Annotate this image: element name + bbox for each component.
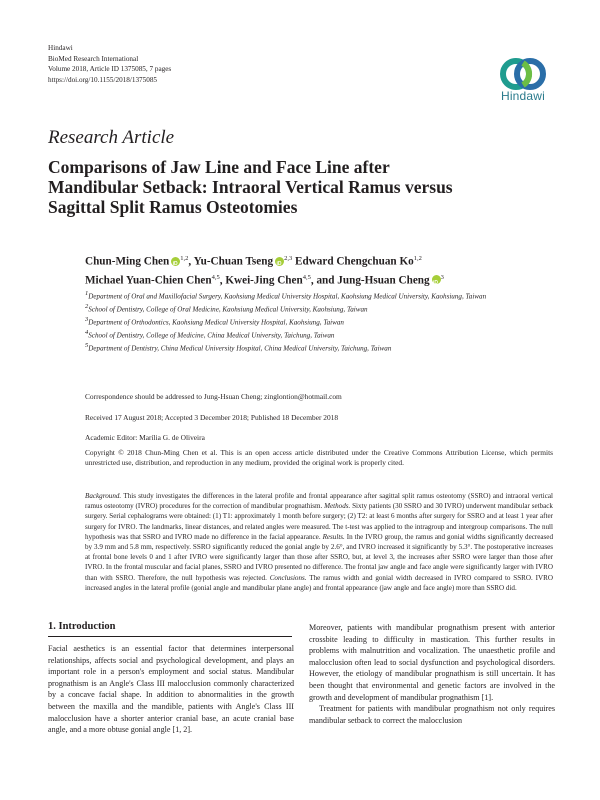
author-affiliation-marker: 1,2 <box>413 255 422 262</box>
abstract-background-text: This study investigates the differences in the lateral profile and frontal appearance after sagittal split ramus osteotomy (SSRO) and intraoral vertical ramus osteotomy (IVRO) procedures for the correction of mandibular prognathism. <box>85 492 553 511</box>
affiliation-number: 1 <box>85 290 89 297</box>
abstract-conclusions-text: The ramus width and gonial width decreased in IVRO compared to SSRO. IVRO increased angles in the lateral profile (gonial angle and mandibular plane angle) and frontal appearance (jaw angle and face angle) more than SSRO did. <box>85 573 553 592</box>
abstract-label-background: Background. <box>85 492 122 500</box>
doi-link[interactable]: https://doi.org/10.1155/2018/1375085 <box>48 75 158 84</box>
article-type: Research Article <box>48 127 175 148</box>
academic-editor: Academic Editor: Marília G. de Oliveira <box>85 433 205 442</box>
body-column-left <box>48 643 294 736</box>
author-name[interactable]: Chun-Ming Chen <box>85 255 170 268</box>
publication-dates: Received 17 August 2018; Accepted 3 December 2018; Published 18 December 2018 <box>85 413 339 422</box>
title-line: Comparisons of Jaw Line and Face Line after <box>48 157 390 177</box>
affiliation-number: 3 <box>85 315 89 323</box>
abstract-label-conclusions: Conclusions. <box>269 573 307 582</box>
author-name[interactable]: Kwei-Jing Chen <box>225 274 303 287</box>
affiliation-item <box>85 302 555 315</box>
author-list: Chun-Ming CheniD $^{1,2}$, Yu-Chuan TsengiD $^{2,3}$ Edward Chengchuan Ko$^{1,2}$ Michael Yuan-Chien Chen$^{4,5}$, Kwei-Jing Chen$^{4,5}$, and Jung-Hsuan ChengiD $^3$ <box>85 251 565 288</box>
article-title <box>48 157 528 217</box>
affiliation-text: Department of Orthodontics, Kaohsiung Medical University Hospital, Kaohsiung, Taiwan <box>88 318 344 327</box>
author-affiliation-marker: 4,5 <box>302 273 311 281</box>
affiliation-item <box>85 341 555 354</box>
affiliation-text: Department of Dentistry, China Medical University Hospital, China Medical University, Taichung, Taiwan <box>88 344 392 353</box>
author-affiliation-marker: 2,3 <box>284 255 293 262</box>
journal-name: BioMed Research International <box>48 54 139 63</box>
author-name[interactable]: Yu-Chuan Tseng <box>193 255 274 268</box>
section-heading: 1. Introduction <box>48 621 116 632</box>
abstract-methods-text: Sixty patients (30 SSRO and 30 IVRO) underwent mandibular setback surgery. Serial cephalograms were obtained: (1) T1: approximately 1 month before surgery; (2) T2: at least 6 months after surgery for SSRO and at least 1 year after surgery for IVRO. The landmarks, linear distances, and related angles were measured. The t-test was applied to the intragroup and intergroup comparisons. The null hypothesis was that SSRO and IVRO made no difference in the facial appearance. <box>85 502 553 541</box>
orcid-icon[interactable] <box>432 275 441 284</box>
body-paragraph: Facial aesthetics is an essential factor that determines interpersonal relationships, affects social and psychological development, and plays an important role in a person's employment and social status. Mandibular prognathism is an Angle's Class III malocclusion commonly characterized by a concave facial shape. In addition to abnormalities in the growth between the maxilla and the mandible, patients with Angle's Class III malocclusion have a shorter anterior cranial base, an acute cranial base angle, and a more obtuse gonial angle [1, 2]. <box>48 644 294 735</box>
author-affiliation-marker: 1,2 <box>180 255 189 262</box>
author-name[interactable]: Jung-Hsuan Cheng <box>337 274 430 287</box>
logo-wordmark: Hindawi <box>500 89 546 103</box>
affiliation-text: School of Dentistry, College of Medicine, China Medical University, Taichung, Taiwan <box>88 331 335 340</box>
abstract-label-results: Results. <box>322 532 345 541</box>
author-affiliation-marker: 3 <box>440 273 444 281</box>
publisher-name: Hindawi <box>48 44 73 52</box>
body-paragraph: Moreover, patients with mandibular prognathism present with anterior crossbite leading to difficulty in mastication. This further results in problems with malnutrition and vocalization. The unaesthetic profile and malocclusion often lead to social dysfunction and psychological disorders. However, the etiology of mandibular prognathism is still uncertain. It has been thought that environmental and genetic factors are involved in the growth and development of mandibular prognathism [1]. <box>309 623 555 702</box>
author-affiliation-marker: 4,5 <box>211 273 220 281</box>
abstract-label-methods: Methods. <box>324 502 351 511</box>
title-line: Sagittal Split Ramus Osteotomies <box>48 197 298 217</box>
orcid-icon[interactable] <box>171 257 180 266</box>
abstract <box>85 491 553 593</box>
section-divider <box>48 636 292 637</box>
author-name[interactable]: Michael Yuan-Chien Chen <box>85 274 212 287</box>
affiliation-number: 2 <box>85 302 89 310</box>
copyright-notice: Copyright © 2018 Chun-Ming Chen et al. This is an open access article distributed under the Creative Commons Attribution License, which permits unrestricted use, distribution, and reproduction in any medium, provided the original work is properly cited. <box>85 448 553 468</box>
body-paragraph: Treatment for patients with mandibular prognathism not only requires mandibular setback to correct the malocclusion <box>309 704 555 725</box>
author-name[interactable]: Edward Chengchuan Ko <box>295 255 414 268</box>
correspondence-note: Correspondence should be addressed to Jung-Hsuan Cheng; zinglontion@hotmail.com <box>85 392 342 401</box>
affiliation-item <box>85 328 555 341</box>
journal-metadata <box>48 43 171 85</box>
affiliation-item <box>85 315 555 328</box>
abstract-results-text: In the IVRO group, the ramus and gonial widths significantly decreased by 3.9 mm and 5.8 mm, respectively. SSRO significantly reduced the gonial angle by 2.6°, and IVRO increased it significantly by 5.3°. The postoperative increases at frontal bone levels 0 and 1 after IVRO were significantly larger than those after SSRO, but, at level 3, the increases after SSRO were larger than those after IVRO. In the frontal muscular and facial planes, SSRO and IVRO presented no difference. The frontal jaw angle and face angle were significantly larger with IVRO than with SSRO. Therefore, the null hypothesis was rejected. <box>85 532 553 582</box>
affiliation-list <box>85 289 555 354</box>
affiliation-number: 4 <box>85 328 89 336</box>
affiliation-text: Department of Oral and Maxillofacial Surgery, Kaohsiung Medical University Hospital, Kaohsiung Medical University, Kaohsiung, Taiwan <box>88 292 487 301</box>
affiliation-item <box>85 289 555 302</box>
orcid-icon[interactable] <box>275 257 284 266</box>
affiliation-number: 5 <box>85 341 89 349</box>
title-line: Mandibular Setback: Intraoral Vertical Ramus versus <box>48 177 453 197</box>
volume-info: Volume 2018, Article ID 1375085, 7 pages <box>48 65 172 73</box>
body-column-right <box>309 622 555 726</box>
affiliation-text: School of Dentistry, College of Oral Medicine, Kaohsiung Medical University, Kaohsiung, Taiwan <box>88 305 368 314</box>
